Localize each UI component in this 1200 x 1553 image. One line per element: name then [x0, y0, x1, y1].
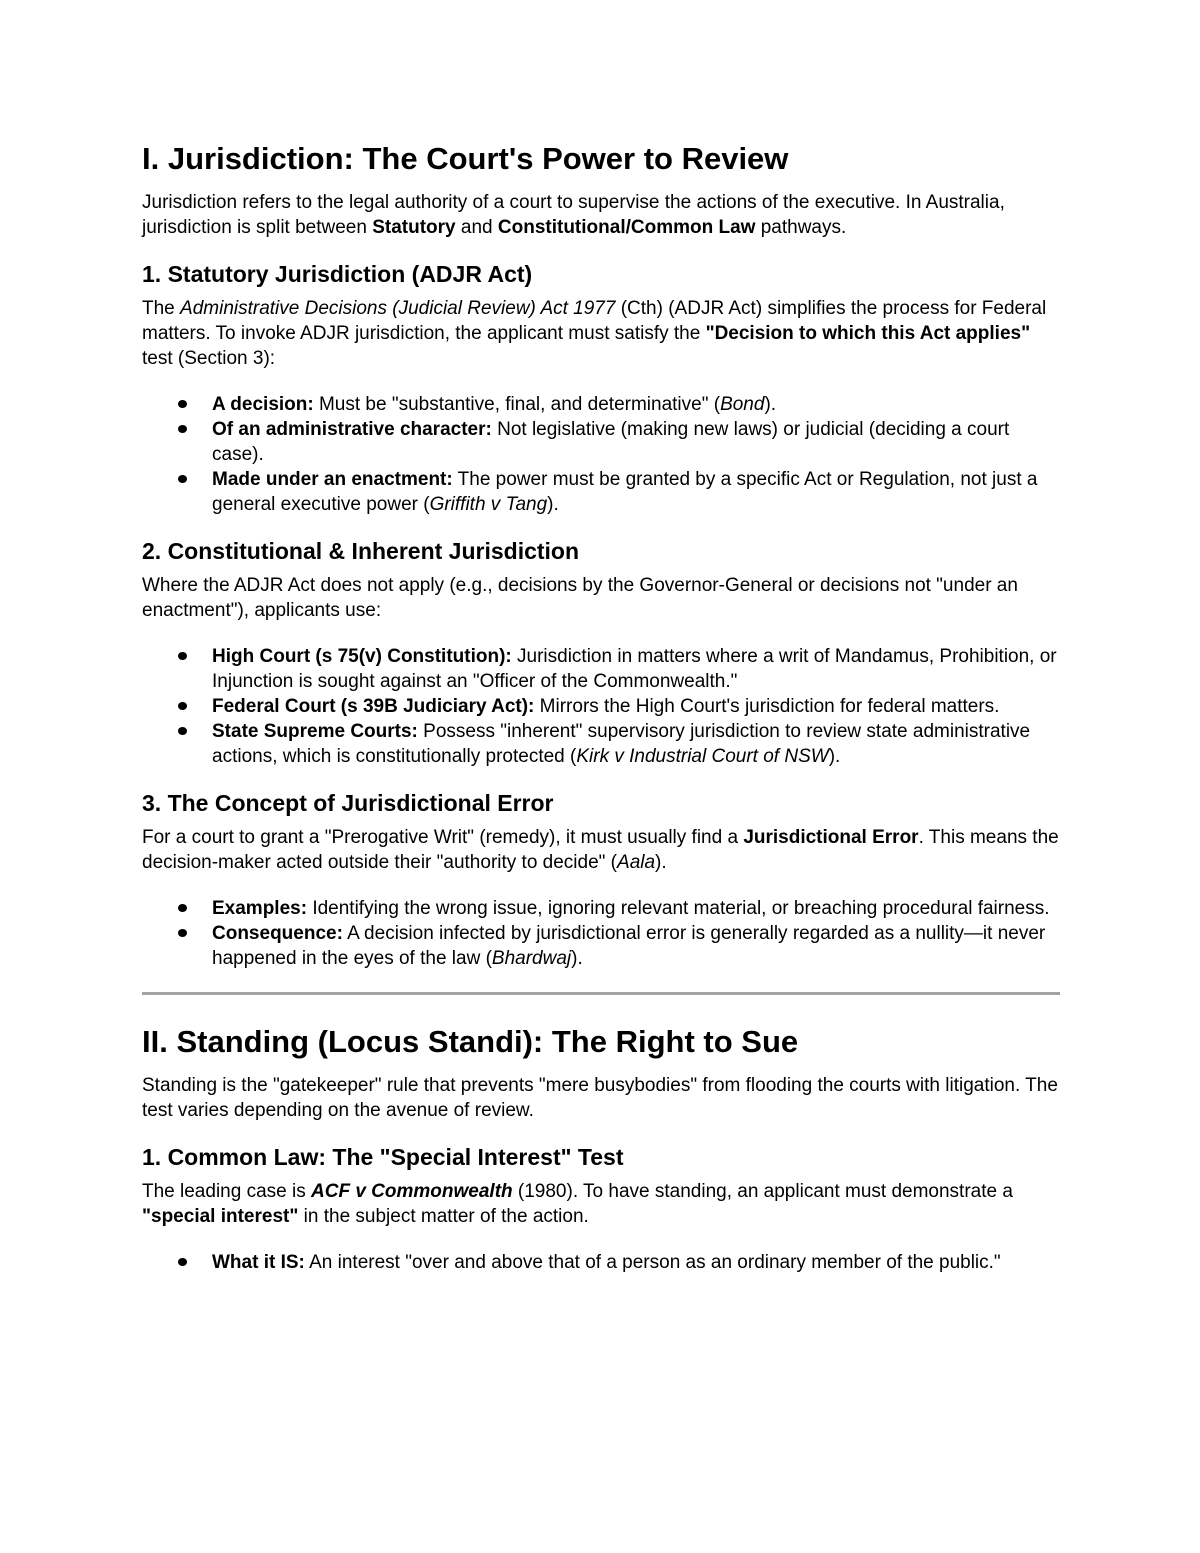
- bullet-icon: [178, 904, 187, 912]
- list-item: A decision: Must be "substantive, final, and determinative" (Bond).: [142, 392, 1060, 417]
- list-item: High Court (s 75(v) Constitution): Jurisdiction in matters where a writ of Mandamus, Prohibition, or Injunction is sought against an "Officer of the Commonwealth.": [142, 644, 1060, 694]
- special-interest-heading: 1. Common Law: The "Special Interest" Test: [142, 1144, 624, 1170]
- bullet-icon: [178, 1258, 187, 1266]
- bullet-icon: [178, 702, 187, 710]
- special-interest-paragraph: The leading case is ACF v Commonwealth (1980). To have standing, an applicant must demonstrate a "special interest" in the subject matter of the action.: [142, 1181, 1013, 1227]
- jurisdictional-error-paragraph: For a court to grant a "Prerogative Writ" (remedy), it must usually find a Jurisdictional Error. This means the decision-maker acted outside their "authority to decide" (Aala).: [142, 827, 1059, 873]
- statutory-jurisdiction-heading: 1. Statutory Jurisdiction (ADJR Act): [142, 261, 533, 287]
- section-2-heading: II. Standing (Locus Standi): The Right to Sue: [142, 1024, 799, 1059]
- section-divider: [142, 992, 1060, 995]
- constitutional-pathways-list: [142, 644, 1060, 769]
- special-interest-list: [142, 1250, 1060, 1275]
- bullet-icon: [178, 475, 187, 483]
- statutory-jurisdiction-paragraph: The Administrative Decisions (Judicial Review) Act 1977 (Cth) (ADJR Act) simplifies the process for Federal matters. To invoke ADJR jurisdiction, the applicant must satisfy the "Decision to which this Act applies" test (Section 3):: [142, 298, 1047, 369]
- bullet-icon: [178, 929, 187, 937]
- jurisdictional-error-list: [142, 896, 1060, 971]
- document-content: [142, 140, 1060, 1275]
- jurisdictional-error-heading: 3. The Concept of Jurisdictional Error: [142, 790, 554, 816]
- constitutional-jurisdiction-heading: 2. Constitutional & Inherent Jurisdiction: [142, 538, 580, 564]
- bullet-icon: [178, 425, 187, 433]
- list-item: Made under an enactment: The power must be granted by a specific Act or Regulation, not just a general executive power (Griffith v Tang).: [142, 467, 1060, 517]
- adjr-test-list: [142, 392, 1060, 517]
- list-item: Consequence: A decision infected by jurisdictional error is generally regarded as a nullity—it never happened in the eyes of the law (Bhardwaj).: [142, 921, 1060, 971]
- bullet-icon: [178, 400, 187, 408]
- constitutional-jurisdiction-paragraph: Where the ADJR Act does not apply (e.g., decisions by the Governor-General or decisions not "under an enactment"), applicants use:: [142, 575, 1018, 621]
- section-2-intro: Standing is the "gatekeeper" rule that prevents "mere busybodies" from flooding the courts with litigation. The test varies depending on the avenue of review.: [142, 1075, 1058, 1121]
- section-1-heading: I. Jurisdiction: The Court's Power to Review: [142, 141, 789, 176]
- list-item: Examples: Identifying the wrong issue, ignoring relevant material, or breaching procedural fairness.: [142, 896, 1060, 921]
- bullet-icon: [178, 652, 187, 660]
- list-item: State Supreme Courts: Possess "inherent" supervisory jurisdiction to review state administrative actions, which is constitutionally protected (Kirk v Industrial Court of NSW).: [142, 719, 1060, 769]
- list-item: Of an administrative character: Not legislative (making new laws) or judicial (deciding a court case).: [142, 417, 1060, 467]
- list-item: What it IS: An interest "over and above that of a person as an ordinary member of the public.": [142, 1250, 1060, 1275]
- bullet-icon: [178, 727, 187, 735]
- section-1-intro: Jurisdiction refers to the legal authority of a court to supervise the actions of the executive. In Australia, jurisdiction is split between Statutory and Constitutional/Common Law pathways.: [142, 192, 1005, 238]
- list-item: Federal Court (s 39B Judiciary Act): Mirrors the High Court's jurisdiction for federal matters.: [142, 694, 1060, 719]
